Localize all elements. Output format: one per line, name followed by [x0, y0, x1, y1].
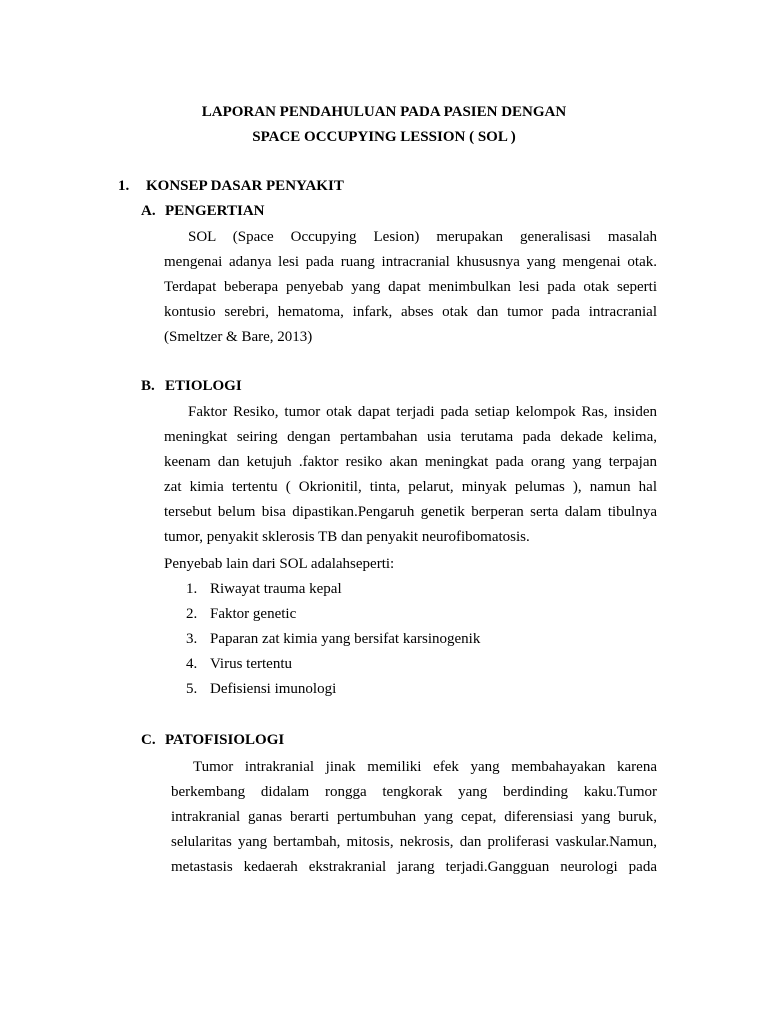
causes-intro: Penyebab lain dari SOL adalahseperti: [164, 556, 395, 572]
paragraph-line: SOL (Space Occupying Lesion) merupakan generalisasi masalah [188, 229, 657, 245]
list-item-number: 3. [186, 631, 198, 647]
section-a-paragraph [164, 225, 657, 350]
section-c-heading [141, 732, 284, 749]
paragraph-line: zat kimia tertentu ( Okrionitil, tinta, pelarut, minyak pelumas ), namun hal [164, 479, 657, 495]
paragraph-line: meningkat seiring dengan pertambahan usia terutama pada dekade kelima, [164, 429, 657, 445]
list-item [186, 602, 480, 627]
list-item [186, 652, 480, 677]
paragraph-line: kontusio serebri, hematoma, infark, abses otak dan tumor pada intracranial [164, 304, 657, 320]
section-b-letter: B. [141, 378, 155, 394]
section-a-title: PENGERTIAN [165, 203, 265, 219]
section-1-title: KONSEP DASAR PENYAKIT [146, 178, 344, 194]
section-1-number: 1. [118, 178, 130, 194]
paragraph-line: Faktor Resiko, tumor otak dapat terjadi pada setiap kelompok Ras, insiden [188, 404, 657, 420]
list-item-text: Defisiensi imunologi [210, 681, 337, 697]
list-item-number: 5. [186, 681, 198, 697]
section-b-paragraph [164, 400, 657, 550]
document-title-line2: SPACE OCCUPYING LESSION ( SOL ) [252, 129, 516, 145]
list-item-number: 2. [186, 606, 198, 622]
paragraph-line: berkembang didalam rongga tengkorak yang berdinding kaku.Tumor [171, 784, 657, 800]
list-item-number: 4. [186, 656, 198, 672]
causes-list [186, 577, 480, 702]
section-1-heading [118, 178, 344, 195]
paragraph-line: tersebut belum bisa dipastikan.Pengaruh genetik berperan serta dalam tibulnya [164, 504, 657, 520]
section-b-heading [141, 378, 242, 395]
list-item-text: Virus tertentu [210, 656, 292, 672]
section-a-heading [141, 203, 265, 220]
section-c-paragraph [171, 755, 657, 880]
section-c-letter: C. [141, 732, 156, 748]
list-item-number: 1. [186, 581, 198, 597]
paragraph-line: metastasis kedaerah ekstrakranial jarang terjadi.Gangguan neurologi pada [171, 859, 657, 875]
list-item-text: Faktor genetic [210, 606, 297, 622]
list-item [186, 627, 480, 652]
list-item [186, 677, 480, 702]
paragraph-line: tumor, penyakit sklerosis TB dan penyakit neurofibomatosis. [164, 529, 530, 545]
section-b-title: ETIOLOGI [165, 378, 242, 394]
paragraph-line: (Smeltzer & Bare, 2013) [164, 329, 313, 345]
section-c-title: PATOFISIOLOGI [165, 732, 285, 748]
paragraph-line: keenam dan ketujuh .faktor resiko akan meningkat pada orang yang terpajan [164, 454, 657, 470]
section-a-letter: A. [141, 203, 156, 219]
paragraph-line: mengenai adanya lesi pada ruang intracranial khususnya yang mengenai otak. [164, 254, 657, 270]
paragraph-line: selularitas yang bertambah, mitosis, nekrosis, dan proliferasi vaskular.Namun, [171, 834, 657, 850]
list-item-text: Paparan zat kimia yang bersifat karsinogenik [210, 631, 481, 647]
paragraph-line: intrakranial ganas berarti pertumbuhan yang cepat, diferensiasi yang buruk, [171, 809, 657, 825]
list-item [186, 577, 480, 602]
document-title-line1: LAPORAN PENDAHULUAN PADA PASIEN DENGAN [201, 104, 567, 120]
paragraph-line: Terdapat beberapa penyebab yang dapat menimbulkan lesi pada otak seperti [164, 279, 657, 295]
paragraph-line: Tumor intrakranial jinak memiliki efek yang membahayakan karena [193, 759, 657, 775]
list-item-text: Riwayat trauma kepal [210, 581, 342, 597]
